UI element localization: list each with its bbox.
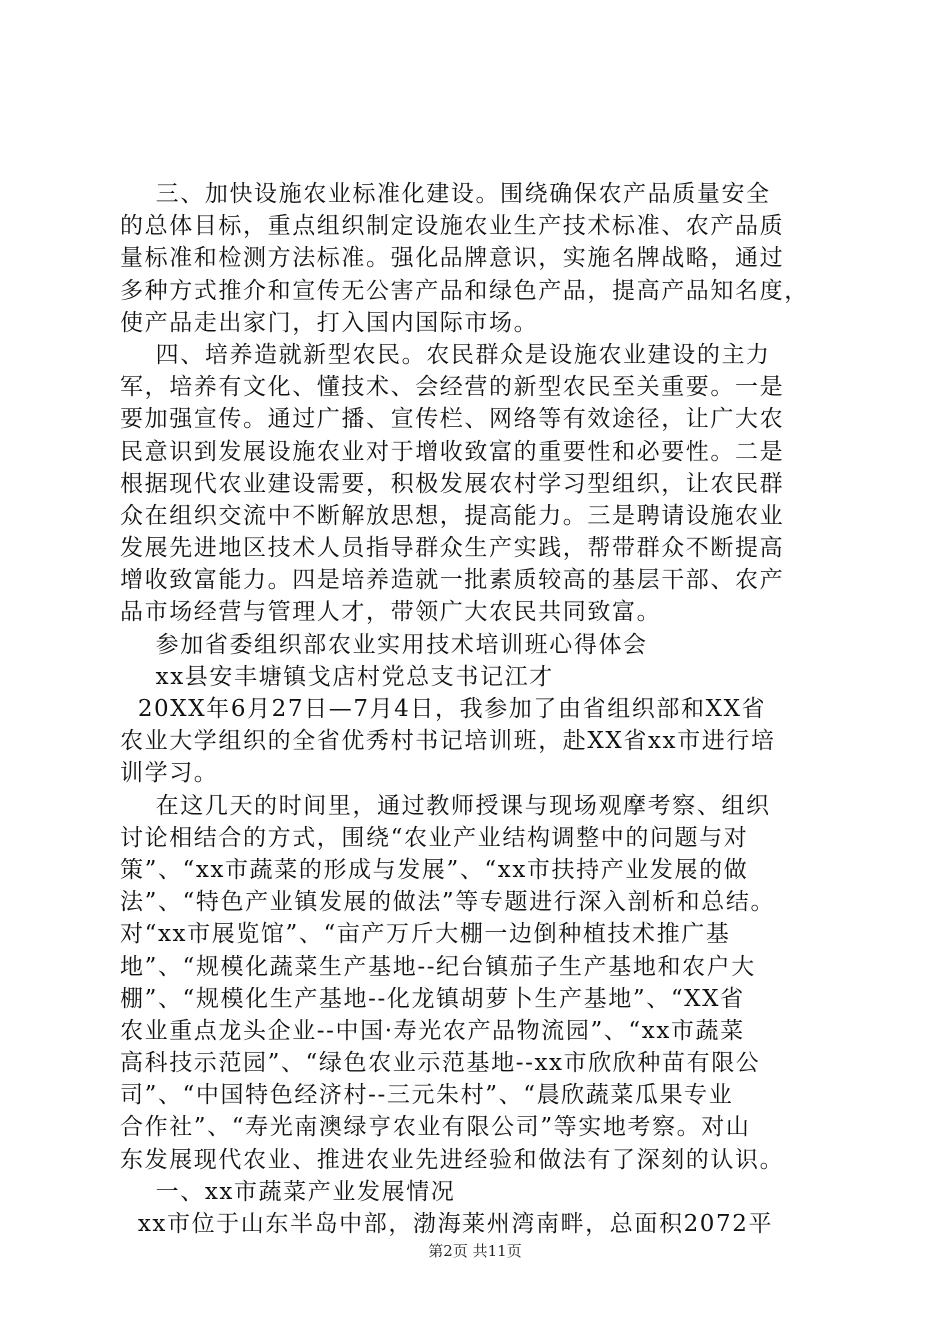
text-line: 对“xx市展览馆”、“亩产万斤大棚一边倒种植技术推广基 bbox=[120, 921, 731, 948]
text-line: 在这几天的时间里，通过教师授课与现场观摩考察、组织 bbox=[120, 792, 771, 819]
text-line: 一、xx市蔬菜产业发展情况 bbox=[120, 1178, 456, 1205]
text-line: 四、培养造就新型农民。农民群众是设施农业建设的主力 bbox=[120, 341, 771, 368]
text-line: 三、加快设施农业标准化建设。围绕确保农产品质量安全 bbox=[120, 181, 771, 207]
text-line: 的总体目标，重点组织制定设施农业生产技术标准、农产品质 bbox=[120, 213, 785, 240]
text-line: 众在组织交流中不断解放思想，提高能力。三是聘请设施农业 bbox=[120, 502, 785, 529]
text-line: 多种方式推介和宣传无公害产品和绿色产品，提高产品知名度， bbox=[120, 277, 809, 304]
text-line: 高科技示范园”、“绿色农业示范基地--xx市欣欣种苗有限公 bbox=[120, 1050, 761, 1077]
text-line: 根据现代农业建设需要，积极发展农村学习型组织，让农民群 bbox=[120, 470, 785, 497]
text-line: 要加强宣传。通过广播、宣传栏、网络等有效途径，让广大农 bbox=[120, 406, 785, 433]
text-line: 农业大学组织的全省优秀村书记培训班，赴XX省xx市进行培 bbox=[120, 728, 776, 755]
text-line: 讨论相结合的方式，围绕“农业产业结构调整中的问题与对 bbox=[120, 824, 749, 851]
text-line: 地”、“规模化蔬菜生产基地--纪台镇茄子生产基地和农户大 bbox=[120, 953, 756, 980]
text-line: 量标准和检测方法标准。强化品牌意识，实施名牌战略，通过 bbox=[120, 245, 785, 272]
text-line: 参加省委组织部农业实用技术培训班心得体会 bbox=[120, 631, 648, 658]
text-line: 策”、“xx市蔬菜的形成与发展”、“xx市扶持产业发展的做 bbox=[120, 856, 749, 883]
text-line: 发展先进地区技术人员指导群众生产实践，帮带群众不断提高 bbox=[120, 535, 785, 562]
text-line: 农业重点龙头企业--中国·寿光农产品物流园”、“xx市蔬菜 bbox=[120, 1017, 745, 1044]
text-line: 训学习。 bbox=[120, 760, 219, 787]
text-line: 使产品走出家门，打入国内国际市场。 bbox=[120, 309, 539, 336]
text-line: 增收致富能力。四是培养造就一批素质较高的基层干部、农产 bbox=[120, 567, 785, 594]
text-line: xx县安丰塘镇戈店村党总支书记江才 bbox=[120, 663, 554, 690]
text-line: 品市场经营与管理人才，带领广大农民共同致富。 bbox=[120, 599, 662, 626]
text-line: 司”、“中国特色经济村--三元朱村”、“晨欣蔬菜瓜果专业 bbox=[120, 1082, 734, 1109]
text-line: 合作社”、“寿光南澳绿亨农业有限公司”等实地考察。对山 bbox=[120, 1114, 751, 1141]
text-line: xx市位于山东半岛中部，渤海莱州湾南畔，总面积2072平 bbox=[120, 1211, 774, 1237]
text-line: 棚”、“规模化生产基地--化龙镇胡萝卜生产基地”、“XX省 bbox=[120, 985, 745, 1012]
text-line: 军，培养有文化、懂技术、会经营的新型农民至关重要。一是 bbox=[120, 374, 785, 401]
text-line: 20XX年6月27日—7月4日，我参加了由省组织部和XX省 bbox=[120, 696, 767, 722]
document-body bbox=[120, 178, 832, 1240]
text-line: 东发展现代农业、推进农业先进经验和做法有了深刻的认识。 bbox=[120, 1146, 785, 1173]
text-line: 法”、“特色产业镇发展的做法”等专题进行深入剖析和总结。 bbox=[120, 889, 776, 916]
text-line: 民意识到发展设施农业对于增收致富的重要性和必要性。二是 bbox=[120, 438, 785, 465]
page-footer: 第2页 共11页 bbox=[428, 1242, 522, 1260]
